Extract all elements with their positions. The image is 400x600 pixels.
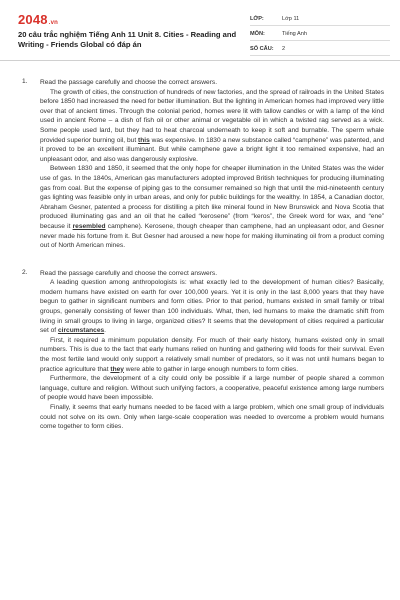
meta-row-count [250, 42, 390, 56]
meta-value: 2 [282, 45, 286, 52]
meta-table [250, 12, 390, 57]
meta-value: Tiếng Anh [282, 30, 307, 37]
document-header [0, 0, 400, 61]
question-instruction: Read the passage carefully and choose the correct answers. [40, 269, 218, 277]
logo-text: 2048 [18, 12, 48, 27]
site-logo[interactable] [18, 12, 58, 27]
question-body [40, 78, 384, 251]
meta-label: MÔN: [250, 30, 265, 37]
paragraph-text: . [104, 327, 106, 335]
meta-row-subject [250, 27, 390, 41]
document-content [18, 78, 384, 450]
paragraph-text: Furthermore, the development of a city could only be possible if a large number of people shared a common language, culture and religion. Without such unifying factors, a cooperative, peaceful existence among large numbers of people would have been impossible. [40, 375, 384, 402]
meta-label: LỚP: [250, 15, 264, 22]
passage-paragraph [40, 164, 384, 250]
passage-paragraph [40, 336, 384, 374]
passage-paragraph [40, 403, 384, 432]
paragraph-text: camphene). Kerosene, though cheaper than camphene, had an unpleasant odor, and Gesner never made his fortune from it. But Gesner had aroused a new hope for making illuminating oil from a product coming out of North American mines. [40, 222, 384, 250]
passage-paragraph [40, 374, 384, 403]
question-1 [18, 78, 384, 251]
meta-label: SỐ CÂU: [250, 45, 274, 52]
paragraph-text: A leading question among anthropologists is: what exactly led to the development of human cities? Basically, modern humans have existed on earth for over 100,000 years. Yet it is only in the last 8,000 years that they have begun to gather in significant numbers and form cities. Prior to that period, humans existed in small family or tribal groups, generally consisting of fewer than 100 individuals. What, then, led humans to make the dramatic shift from living in small groups to living in large, organized cities? It seems that the development of cities required a particular set of [40, 279, 384, 335]
paragraph-text: Finally, it seems that early humans needed to be faced with a large problem, which one small group of individuals could not solve on its own. Only when large-scale cooperation was needed to overcome a problem would humans come together to form cities. [40, 404, 384, 431]
highlighted-word: they [110, 365, 124, 373]
paragraph-text: was expensive. In 1830 a new substance called “camphene” was patented, and it proved to be an excellent illuminant. But while camphene gave a bright light it too remained expensive, had an unpleasant odor, and also was dangerously explosive. [40, 136, 384, 163]
highlighted-word: this [138, 136, 150, 144]
paragraph-text: The growth of cities, the construction of hundreds of new factories, and the spread of railroads in the United States before 1850 had increased the need for better illumination. But the lighting in American homes had improved very little over that of ancient times. Through the colonial period, homes were lit with tallow candles or with a lamp of the kind used in ancient Rome – a dish of fish oil or other animal or vegetable oil in which a twisted rag served as a wick. Some people used lard, but they had to heat charcoal underneath to keep it soft and burnable. The sperm whale provided superior burning oil, but [40, 88, 384, 144]
question-number: 2. [22, 268, 28, 276]
paragraph-text: were able to gather in large enough numbers to form cities. [123, 365, 299, 373]
paragraph-text: First, it required a minimum population density. For much of their early history, humans existed only in small numbers. This is due to the fact that early humans relied on hunting and gathering wild foods for their survival. Even the most fertile land would only support a relatively small number of predators, so it was not until humans began to practice agriculture that [40, 336, 384, 373]
document-title: 20 câu trắc nghiệm Tiếng Anh 11 Unit 8. Cities - Reading and Writing - Friends Global có đáp án [18, 30, 237, 49]
highlighted-word: resembled [72, 222, 106, 230]
meta-value: Lớp 11 [282, 15, 300, 22]
highlighted-word: circumstances [57, 327, 105, 335]
question-number: 1. [22, 78, 28, 85]
paragraph-text: Between 1830 and 1850, it seemed that the only hope for cheaper illumination in the United States was the wider use of gas. In the 1840s, American gas manufacturers adopted improved British techniques for producing illuminating gas from coal. But the expense of piping gas to the consumer remained so high that until the mid-nineteenth century gas lighting was feasible only in urban areas, and only for public buildings for the wealthy. In 1854, a Canadian doctor, Abraham Gesner, patented a process for distilling a pitch like mineral found in New Brunswick and Nova Scotia that produced illuminating gas and an oil that he called “kerosene” (from “keros”, the Greek word for wax, and “ene” because it [40, 165, 384, 230]
passage-paragraph [40, 88, 384, 165]
question-2 [18, 269, 384, 432]
question-instruction: Read the passage carefully and choose the correct answers. [40, 79, 218, 86]
passage-paragraph [40, 278, 384, 336]
question-body [40, 269, 384, 432]
logo-suffix: .vn [48, 20, 59, 26]
meta-row-class [250, 12, 390, 26]
